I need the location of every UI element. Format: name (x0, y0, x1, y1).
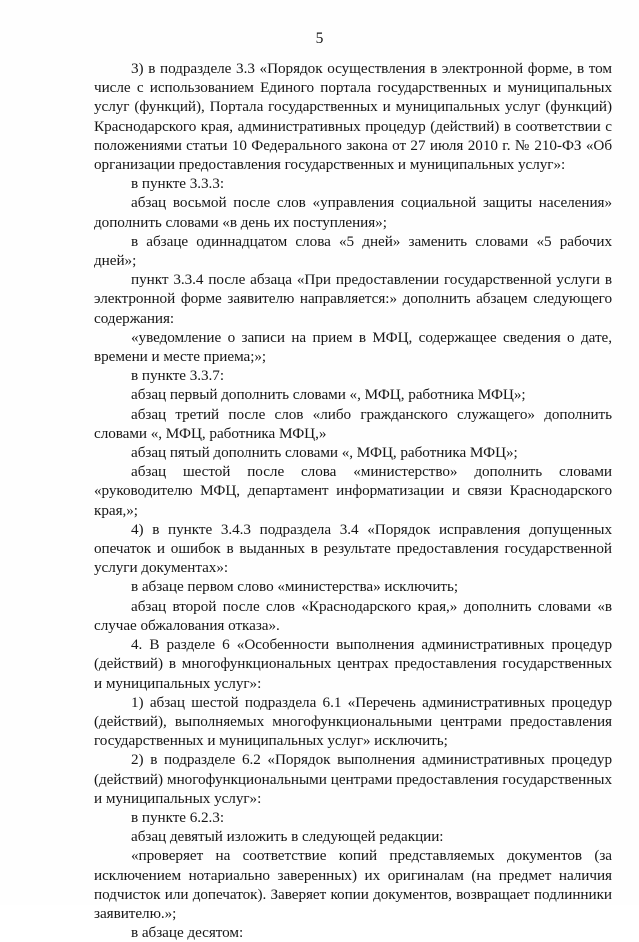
paragraph: абзац восьмой после слов «управления социальной защиты населения» дополнить словами «в день их поступления»; (94, 194, 612, 231)
paragraph: в абзаце одиннадцатом слова «5 дней» заменить словами «5 рабочих дней»; (94, 232, 612, 270)
paragraph: «проверяет на соответствие копий представляемых документов (за исключением нотариально заверенных) их оригиналам (на предмет наличия подчисток или допечаток). Заверяет копии документов, возвращает подлинники заявителю.»; (94, 847, 612, 922)
paragraph: абзац третий после слов «либо гражданского служащего» дополнить словами «, МФЦ, работника МФЦ,» (94, 405, 612, 442)
paragraph: 2) в подразделе 6.2 «Порядок выполнения административных процедур (действий) многофункциональными центрами предоставления государственных и муниципальных услуг»: (94, 751, 612, 807)
paragraph: абзац пятый дополнить словами «, МФЦ, работника МФЦ»; (131, 444, 518, 462)
paragraph: 3) в подразделе 3.3 «Порядок осуществления в электронной форме, в том числе с использованием Единого портала государственных и муниципальных услуг (функций), Портала государственных и муниципальных услуг (функций) Краснодарского края, административных процедур (действий) в соответствии с положениями статьи 10 Федерального закона от 27 июля 2010 г. № 210-ФЗ «Об организации предоставления государственных и муниципальных услуг»: (94, 60, 612, 174)
page-number: 5 (315, 30, 324, 47)
paragraph: абзац шестой после слова «министерство» дополнить словами «руководителю МФЦ, департамент информатизации и связи Краснодарского края,»; (94, 463, 612, 519)
paragraph: в абзаце десятом: (131, 924, 244, 942)
paragraph: 1) абзац шестой подраздела 6.1 «Перечень административных процедур (действий), выполняемых многофункциональными центрами предоставления государственных и муниципальных услуг» исключить; (94, 693, 612, 750)
paragraph: пункт 3.3.4 после абзаца «При предоставлении государственной услуги в электронной форме заявителю направляется:» дополнить абзацем следующего содержания: (94, 271, 612, 327)
paragraph: в пункте 3.3.7: (131, 367, 225, 385)
paragraph: 4. В разделе 6 «Особенности выполнения административных процедур (действий) в многофункциональных центрах предоставления государственных и муниципальных услуг»: (94, 636, 612, 692)
paragraph: в пункте 3.3.3: (131, 175, 225, 193)
paragraph: в абзаце первом слово «министерства» исключить; (131, 578, 459, 596)
paragraph: абзац девятый изложить в следующей редакции: (131, 828, 444, 846)
paragraph: в пункте 6.2.3: (131, 808, 225, 826)
paragraph: «уведомление о записи на прием в МФЦ, содержащее сведения о дате, времени и месте приема;»; (94, 328, 612, 366)
document-body (94, 59, 612, 942)
paragraph: абзац второй после слов «Краснодарского края,» дополнить словами «в случае обжалования отказа». (94, 597, 612, 634)
paragraph: 4) в пункте 3.4.3 подраздела 3.4 «Порядок исправления допущенных опечаток и ошибок в выданных в результате предоставления государственной услуги документах»: (94, 520, 612, 577)
paragraph: абзац первый дополнить словами «, МФЦ, работника МФЦ»; (131, 386, 526, 404)
